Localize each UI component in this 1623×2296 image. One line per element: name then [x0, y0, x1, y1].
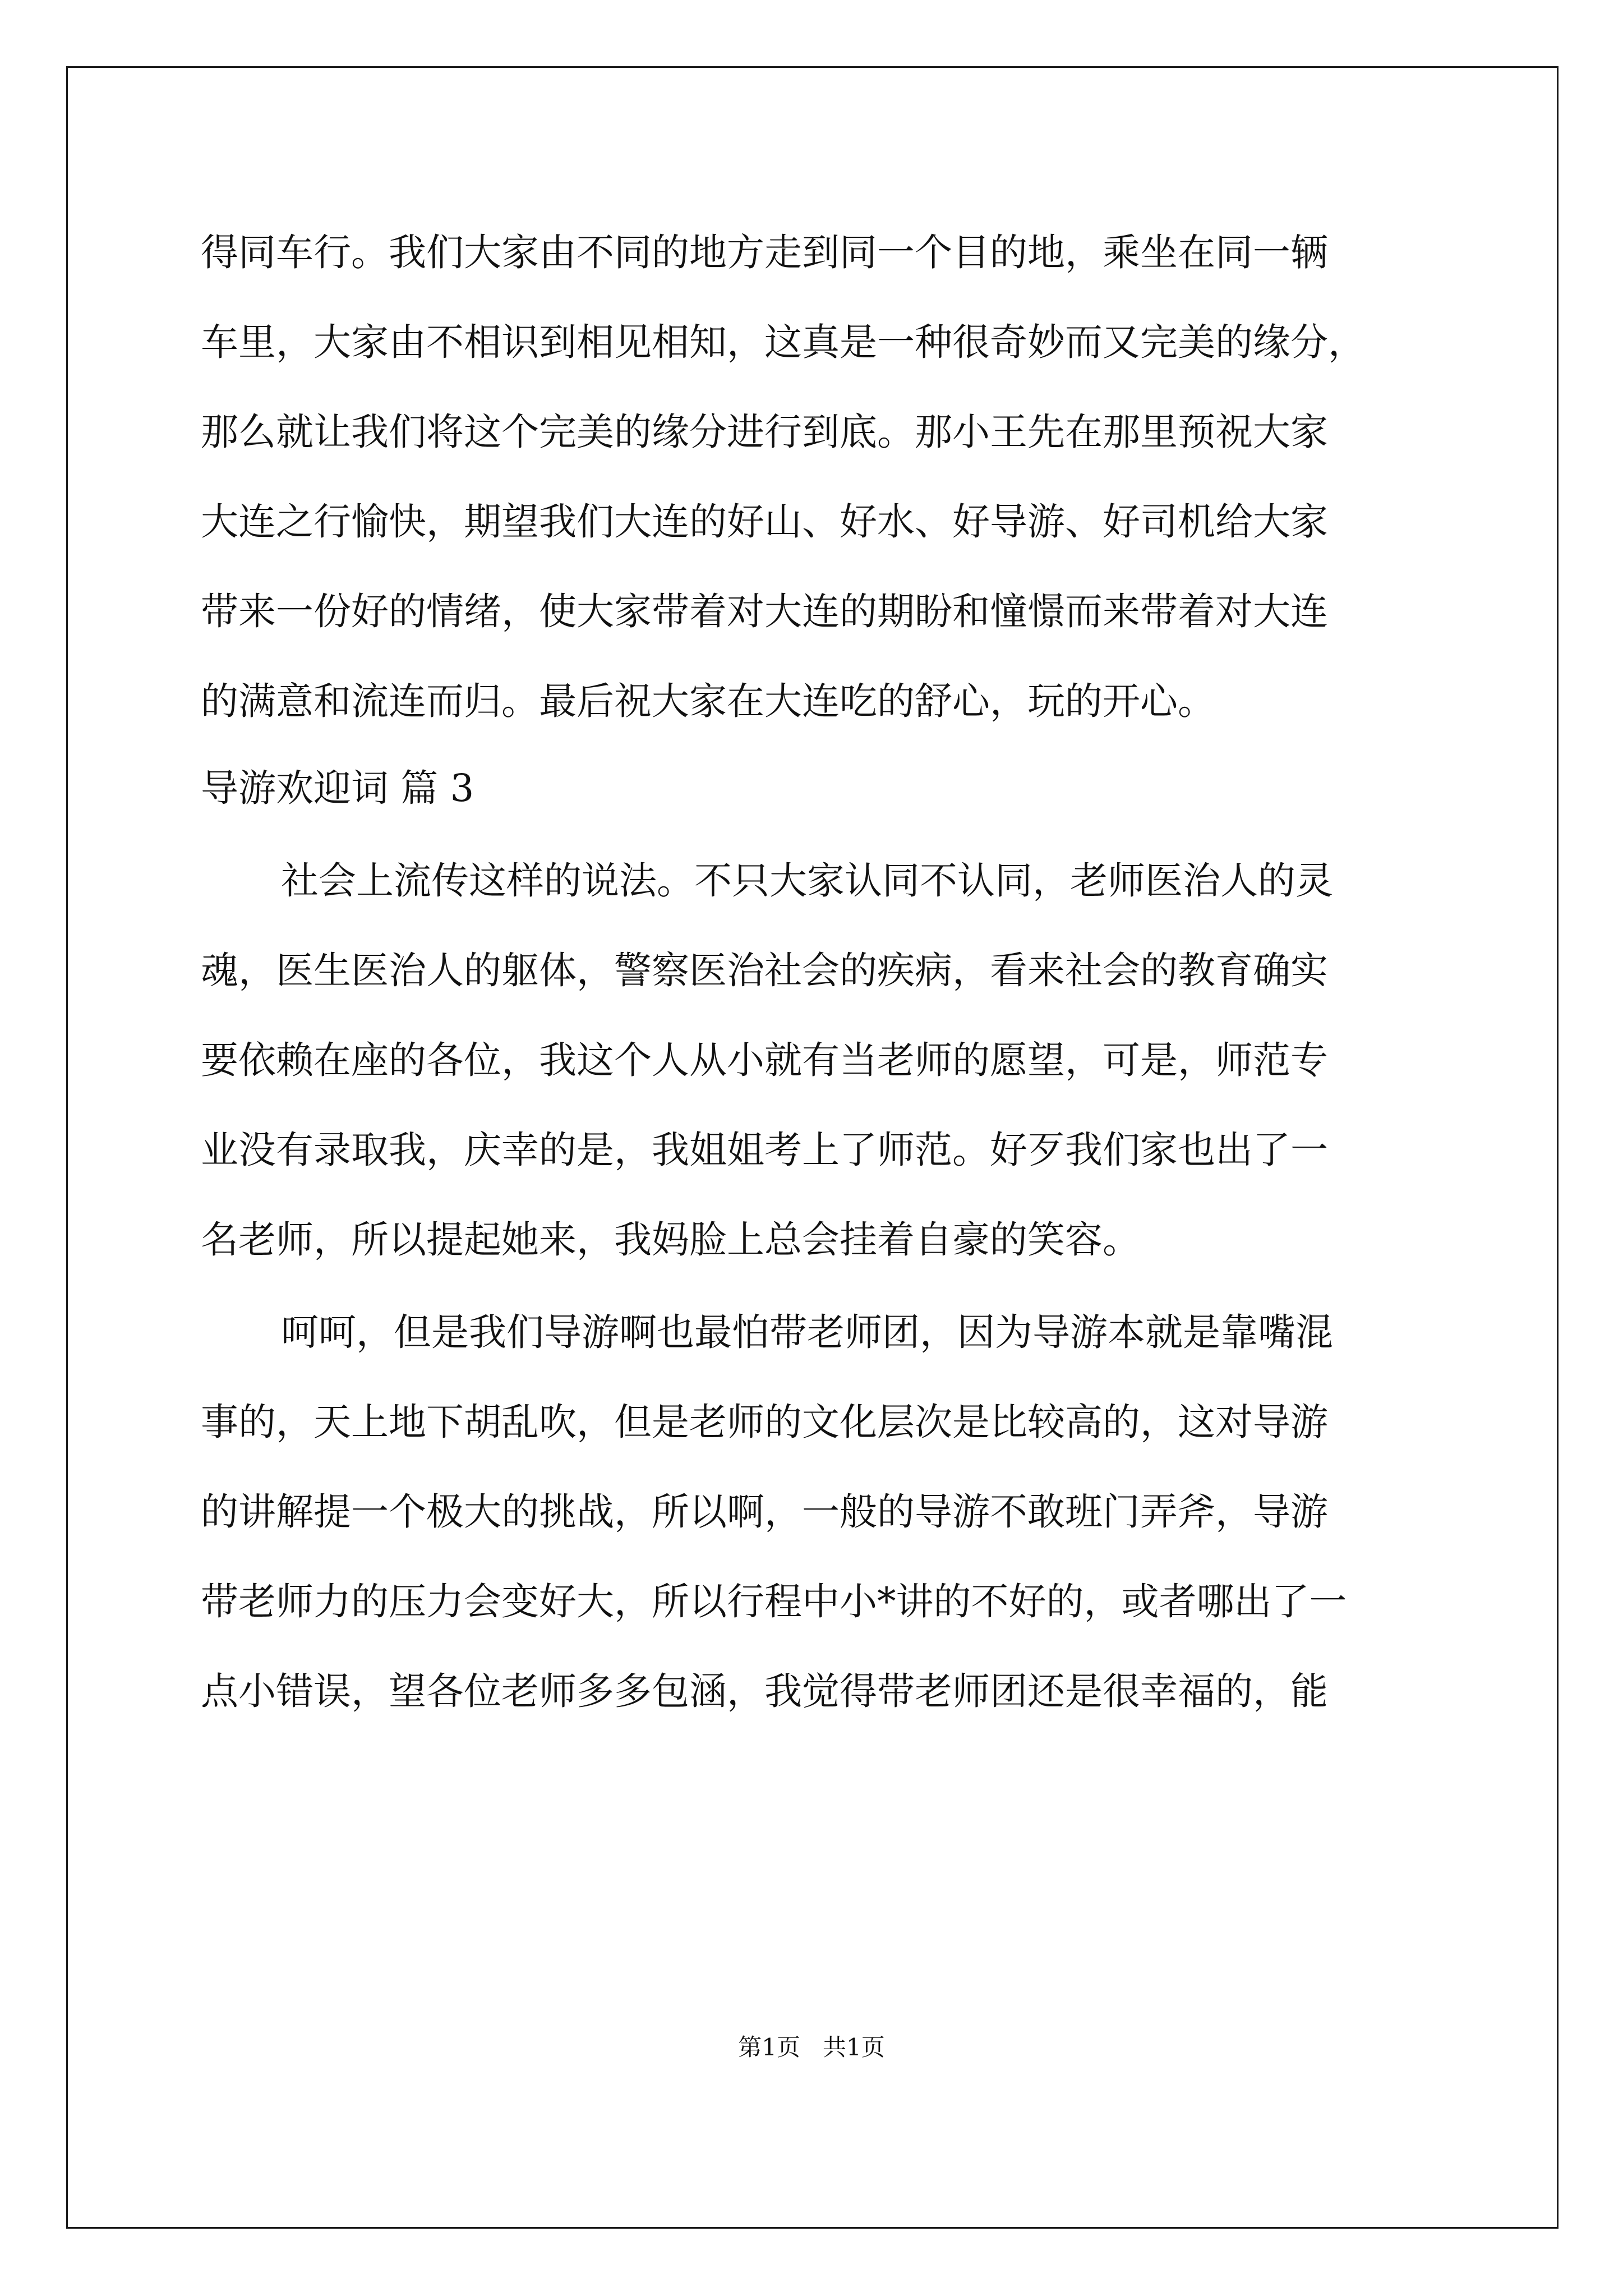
paragraph-line: 那么就让我们将这个完美的缘分进行到底。那小王先在那里预祝大家: [201, 410, 1328, 454]
paragraph-line: 社会上流传这样的说法。不只大家认同不认同，老师医治人的灵: [281, 859, 1333, 903]
paragraph-line: 呵呵，但是我们导游啊也最怕带老师团，因为导游本就是靠嘴混: [281, 1310, 1333, 1354]
paragraph-line: 事的，天上地下胡乱吹，但是老师的文化层次是比较高的，这对导游: [201, 1400, 1328, 1444]
page-number-footer: 第1页 共1页: [738, 2033, 885, 2061]
paragraph-line: 车里，大家由不相识到相见相知，这真是一种很奇妙而又完美的缘分，: [201, 320, 1366, 364]
paragraph-line: 业没有录取我，庆幸的是，我姐姐考上了师范。好歹我们家也出了一: [201, 1128, 1328, 1172]
paragraph-line: 点小错误，望各位老师多多包涵，我觉得带老师团还是很幸福的，能: [201, 1669, 1328, 1713]
paragraph-line: 名老师，所以提起她来，我妈脸上总会挂着自豪的笑容。: [201, 1218, 1140, 1262]
paragraph-line: 的满意和流连而归。最后祝大家在大连吃的舒心，玩的开心。: [201, 679, 1215, 723]
section-heading: 导游欢迎词 篇 3: [201, 766, 474, 810]
paragraph-line: 得同车行。我们大家由不同的地方走到同一个目的地，乘坐在同一辆: [201, 231, 1328, 274]
paragraph-line: 大连之行愉快，期望我们大连的好山、好水、好导游、好司机给大家: [201, 500, 1328, 544]
paragraph-line: 要依赖在座的各位，我这个人从小就有当老师的愿望，可是，师范专: [201, 1038, 1328, 1082]
paragraph-line: 带老师力的压力会变好大，所以行程中小*讲的不好的，或者哪出了一: [201, 1580, 1347, 1623]
paragraph-line: 的讲解提一个极大的挑战，所以啊，一般的导游不敢班门弄斧，导游: [201, 1490, 1328, 1534]
paragraph-line: 带来一份好的情绪，使大家带着对大连的期盼和憧憬而来带着对大连: [201, 590, 1328, 633]
paragraph-line: 魂，医生医治人的躯体，警察医治社会的疾病，看来社会的教育确实: [201, 949, 1328, 992]
